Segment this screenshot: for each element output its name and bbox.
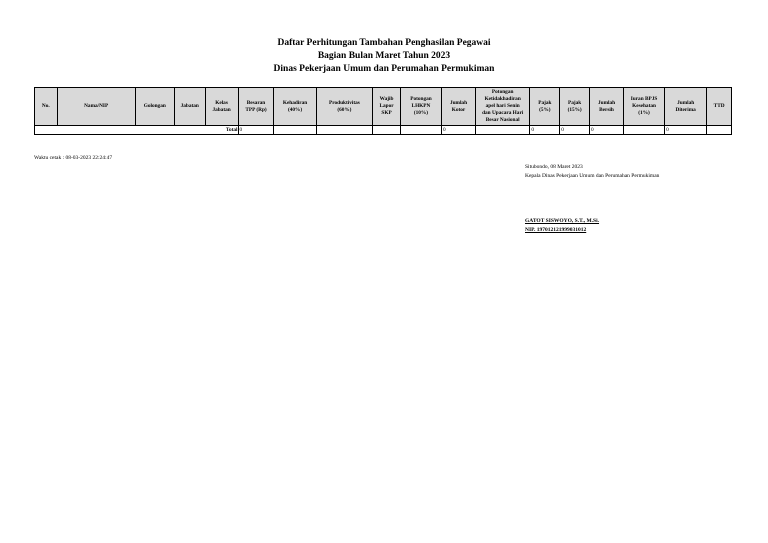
- column-header-line: Kelas: [215, 99, 228, 106]
- column-header-line: Kehadiran: [282, 99, 308, 106]
- column-header-line: (40%): [287, 106, 303, 113]
- column-header-line: Wajib: [379, 96, 394, 102]
- column-header: [238, 88, 274, 126]
- total-pajak-15: 0: [560, 126, 590, 135]
- signature-position: Kepala Dinas Pekerjaan Umum dan Perumahan Permukiman: [525, 173, 660, 179]
- total-besaran-tpp: 0: [238, 126, 274, 135]
- total-jumlah-diterima: 0: [665, 126, 707, 135]
- column-header-line: Diterima: [675, 106, 696, 113]
- column-header-line: Ketidakhadiran: [484, 96, 521, 102]
- column-header-line: Produktivitas: [328, 99, 360, 106]
- column-header-line: Bersih: [599, 106, 614, 113]
- column-header-line: Kesehatan: [632, 103, 656, 109]
- column-header: [590, 88, 624, 126]
- column-header: [442, 88, 476, 126]
- column-header-line: TTD: [713, 103, 725, 109]
- column-header: [530, 88, 560, 126]
- total-iuran-bpjs: [623, 126, 664, 135]
- column-header-line: Jumlah: [597, 99, 616, 106]
- column-header: [707, 88, 732, 126]
- column-header-line: (5%): [539, 106, 551, 113]
- total-row: [35, 126, 732, 135]
- column-header: [274, 88, 316, 126]
- column-header-line: Nama/NIP: [84, 103, 109, 109]
- column-header-line: SKP: [381, 110, 392, 116]
- total-jumlah-bersih: 0: [590, 126, 624, 135]
- column-header-line: apel hari Senin: [485, 103, 520, 109]
- total-jumlah-kotor: 0: [442, 126, 476, 135]
- column-header-line: Jumlah: [449, 99, 468, 106]
- column-header: [316, 88, 373, 126]
- column-header-line: Iuran BPJS: [630, 96, 658, 102]
- header-row: [35, 88, 732, 126]
- column-header-line: (10%): [413, 110, 429, 116]
- tpp-table: [34, 87, 732, 135]
- column-header: [400, 88, 441, 126]
- total-potongan-lhkpn: [400, 126, 441, 135]
- title-line-1: Daftar Perhitungan Tambahan Penghasilan Pegawai: [277, 38, 491, 48]
- column-header-line: Pajak: [568, 99, 582, 106]
- column-header: [205, 88, 238, 126]
- signature-nip: NIP. 197012121999031012: [525, 227, 587, 233]
- column-header-line: Kotor: [451, 106, 466, 113]
- document-title: [0, 37, 768, 76]
- column-header: [174, 88, 205, 126]
- column-header-line: (15%): [567, 106, 582, 113]
- column-header: [665, 88, 707, 126]
- total-produktivitas: [316, 126, 373, 135]
- column-header: [35, 88, 58, 126]
- column-header-line: Besaran: [246, 99, 266, 106]
- column-header: [475, 88, 529, 126]
- title-line-2: Bagian Bulan Maret Tahun 2023: [317, 51, 451, 61]
- total-kehadiran: [274, 126, 316, 135]
- column-header-line: Jabatan: [180, 103, 199, 109]
- total-ttd: [707, 126, 732, 135]
- column-header-line: (1%): [638, 110, 650, 116]
- column-header-line: LHKPN: [411, 103, 431, 109]
- column-header: [560, 88, 590, 126]
- column-header: [373, 88, 401, 126]
- total-wajib-lapor: [373, 126, 401, 135]
- total-label: Total: [35, 126, 239, 135]
- total-potongan-ketidakhadiran: [475, 126, 529, 135]
- column-header-line: Lapor: [379, 103, 394, 109]
- column-header-line: Potongan: [410, 96, 432, 102]
- signature-block: [525, 163, 659, 234]
- signature-place-date: Situbondo, 08 Maret 2023: [525, 164, 583, 170]
- column-header-line: Pajak: [538, 99, 552, 106]
- signature-name: GATOT SISWOYO, S.T., M.Si.: [525, 218, 600, 224]
- column-header-line: dan Upacara Hari: [482, 110, 524, 116]
- column-header-line: Jumlah: [677, 99, 695, 106]
- title-line-3: Dinas Pekerjaan Umum dan Perumahan Permukiman: [273, 64, 495, 74]
- column-header-line: Golongan: [143, 103, 166, 109]
- column-header-line: No.: [41, 103, 50, 109]
- column-header-line: Potongan: [491, 89, 514, 95]
- print-timestamp: Waktu cetak : 08-03-2023 22:24:47: [34, 155, 113, 161]
- column-header-line: Besar Nasional: [485, 117, 520, 123]
- column-header: [135, 88, 174, 126]
- column-header: [57, 88, 135, 126]
- column-header-line: Jabatan: [212, 106, 231, 113]
- column-header-line: (60%): [337, 106, 352, 113]
- column-header-line: TPP (Rp): [245, 106, 267, 113]
- column-header: [623, 88, 664, 126]
- total-pajak-5: 0: [530, 126, 560, 135]
